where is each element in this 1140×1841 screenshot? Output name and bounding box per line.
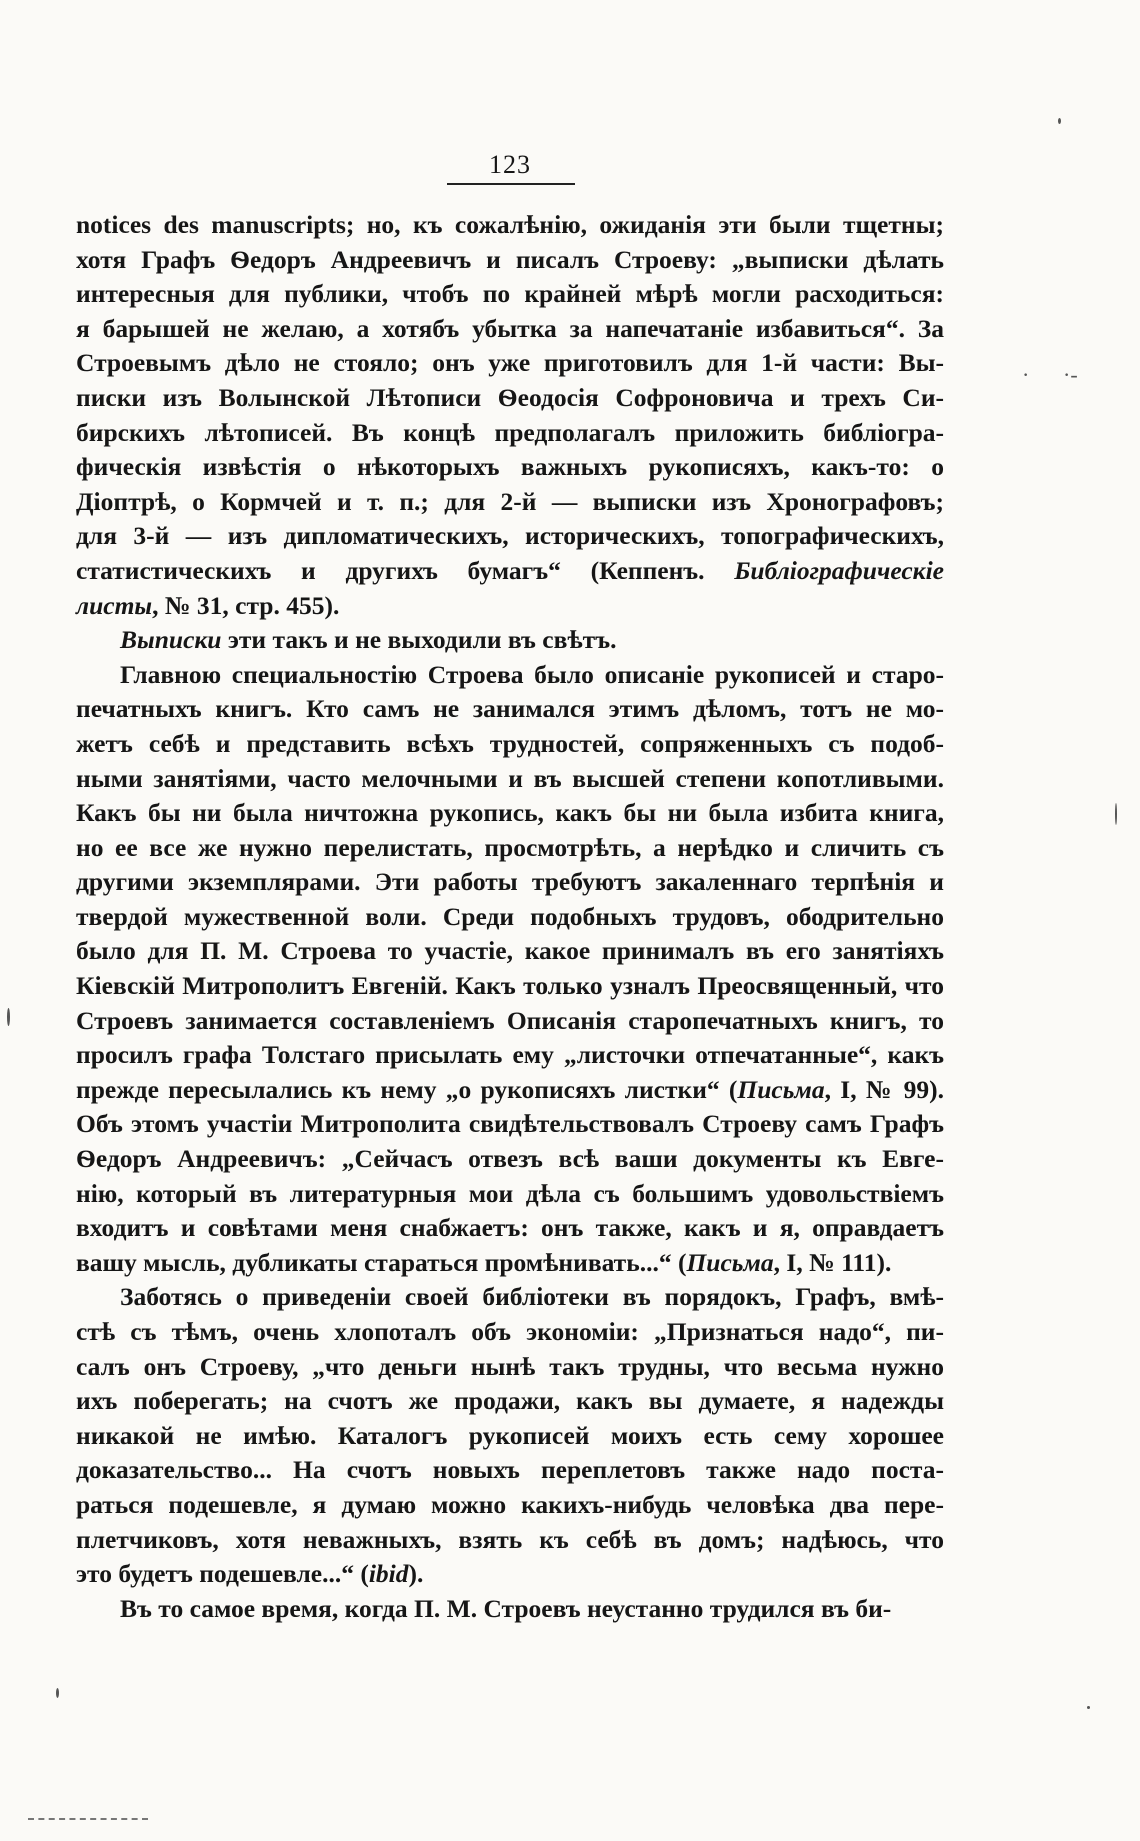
text-line	[76, 1350, 944, 1385]
text-segment: Діоптрѣ, о Кормчей и т. п.; для 2-й — выписки изъ Хронографовъ;	[76, 486, 944, 516]
text-segment: нію, который въ литературныя мои дѣла съ большимъ удовольствіемъ	[76, 1178, 944, 1208]
text-line	[76, 831, 944, 866]
text-line	[76, 1004, 944, 1039]
text-line	[76, 554, 944, 589]
text-segment: но ее все же нужно перелистать, просмотрѣть, а нерѣдко и сличить съ	[76, 832, 944, 862]
text-segment: Какъ бы ни была ничтожна рукопись, какъ бы ни была избита книга,	[76, 798, 944, 828]
text-segment: было для П. М. Строева то участіе, какое принималъ въ его занятіяхъ	[76, 936, 944, 966]
text-line	[76, 865, 944, 900]
text-segment: листы	[76, 590, 153, 620]
text-segment: notices des manuscripts; но, къ сожалѣнію, ожиданія эти были тщетны;	[76, 210, 944, 239]
text-line	[76, 1177, 944, 1212]
text-line	[76, 762, 944, 797]
text-segment: Кіевскій Митрополитъ Евгеній. Какъ только узналъ Преосвященный, что	[76, 971, 944, 1001]
text-segment: прежде пересылались къ нему „о рукописяхъ листки“ (	[76, 1074, 738, 1104]
text-segment: статистическихъ и другихъ бумагъ“ (Кеппенъ.	[76, 555, 735, 585]
text-segment: Въ то самое время, когда П. М. Строевъ неустанно трудился въ би-	[120, 1593, 892, 1623]
text-line	[76, 1453, 944, 1488]
scan-speck	[1058, 118, 1061, 124]
text-segment: Строевымъ дѣло не стояло; онъ уже приготовилъ для 1-й части: Вы-	[76, 348, 944, 378]
text-line	[76, 1419, 944, 1454]
text-segment: печатныхъ книгъ. Кто самъ не занимался этимъ дѣломъ, тотъ не мо-	[76, 694, 944, 724]
text-segment: Главною специальностію Строева было описаніе рукописей и старо-	[120, 659, 944, 689]
text-line	[76, 796, 944, 831]
text-line	[76, 1523, 944, 1558]
text-segment: Заботясь о приведеніи своей библіотеки въ порядокъ, Графъ, вмѣ-	[120, 1282, 944, 1312]
text-line	[76, 381, 944, 416]
text-segment: просилъ графа Толстаго присылать ему „листочки отпечатанные“, какъ	[76, 1040, 944, 1070]
text-line	[76, 1592, 944, 1627]
text-line	[76, 1107, 944, 1142]
text-line	[76, 485, 944, 520]
text-line	[76, 277, 944, 312]
text-line	[76, 519, 944, 554]
text-segment: для 3-й — изъ дипломатическихъ, историческихъ, топографическихъ,	[76, 521, 944, 551]
text-line	[76, 1246, 944, 1281]
text-segment: Библіографическіе	[734, 555, 944, 585]
text-line	[76, 1315, 944, 1350]
text-segment: ными занятіями, часто мелочными и въ высшей степени копотливыми.	[76, 763, 944, 793]
text-line	[76, 312, 944, 347]
text-segment: Объ этомъ участіи Митрополита свидѣтельствовалъ Строеву самъ Графъ	[76, 1109, 944, 1139]
text-segment: стѣ съ тѣмъ, очень хлопоталъ объ экономіи: „Признаться надо“, пи-	[76, 1317, 944, 1346]
text-segment: хотя Графъ Ѳедоръ Андреевичъ и писалъ Строеву: „выписки дѣлать	[76, 244, 944, 274]
text-line	[76, 1557, 944, 1592]
text-segment: Письма	[686, 1247, 774, 1277]
page-number: 123	[489, 150, 531, 179]
text-segment: раться подешевле, я думаю можно какихъ-нибудь человѣка два пере-	[76, 1489, 944, 1519]
text-line	[76, 1038, 944, 1073]
text-segment: жетъ себѣ и представить всѣхъ трудностей, сопряженныхъ съ подоб-	[76, 728, 944, 758]
scan-speck	[7, 1008, 10, 1026]
text-line	[76, 727, 944, 762]
text-segment: ихъ поберегать; на счотъ же продажи, какъ вы думаете, я надежды	[76, 1386, 944, 1416]
text-line	[76, 1142, 944, 1177]
text-line	[76, 208, 944, 243]
text-segment: доказательство... На счотъ новыхъ переплетовъ также надо поста-	[76, 1455, 944, 1485]
text-segment: другими экземплярами. Эти работы требуютъ закаленнаго терпѣнія и	[76, 867, 944, 897]
scan-edge-dash	[28, 1818, 148, 1820]
text-segment: твердой мужественной воли. Среди подобныхъ трудовъ, ободрительно	[76, 901, 944, 931]
text-segment: фическія извѣстія о нѣкоторыхъ важныхъ рукописяхъ, какъ-то: о	[76, 452, 944, 482]
text-line	[76, 450, 944, 485]
text-line	[76, 1488, 944, 1523]
text-segment: Строевъ занимается составленіемъ Описанія старопечатныхъ книгъ, то	[76, 1005, 944, 1035]
margin-dots: ·	[1022, 362, 1030, 387]
text-segment: Ѳедоръ Андреевичъ: „Сейчасъ отвезъ всѣ ваши документы къ Евге-	[76, 1144, 944, 1174]
text-line	[76, 900, 944, 935]
text-line	[76, 658, 944, 693]
text-segment: бирскихъ лѣтописей. Въ концѣ предполагалъ приложить библіогра-	[76, 417, 944, 447]
text-line	[76, 934, 944, 969]
text-segment: ibid	[368, 1559, 409, 1589]
scan-speck	[56, 1688, 59, 1698]
text-segment: я барышей не желаю, а хотябъ убытка за напечатаніе избавиться“. За	[76, 313, 944, 343]
margin-mark: ·-	[1063, 362, 1078, 387]
text-segment: ).	[408, 1559, 424, 1589]
text-segment: , I, № 111).	[773, 1247, 892, 1277]
text-line	[76, 1073, 944, 1108]
text-segment: входитъ и совѣтами меня снабжаетъ: онъ также, какъ и я, оправдаетъ	[76, 1213, 944, 1243]
text-segment: салъ онъ Строеву, „что деньги нынѣ такъ трудны, что весьма нужно	[76, 1351, 944, 1381]
text-segment: эти такъ и не выходили въ свѣтъ.	[221, 625, 617, 655]
text-segment: , № 31, стр. 455).	[152, 590, 340, 620]
text-line	[76, 243, 944, 278]
text-line	[76, 1384, 944, 1419]
text-segment: Выписки	[120, 625, 222, 655]
text-line	[76, 589, 944, 624]
text-segment: писки изъ Волынской Лѣтописи Ѳеодосія Софроновича и трехъ Си-	[76, 382, 944, 412]
text-line	[76, 416, 944, 451]
scan-speck	[1087, 1706, 1090, 1709]
text-segment: это будетъ подешевле...“ (	[76, 1559, 369, 1589]
text-line	[76, 1211, 944, 1246]
text-segment: интересныя для публики, чтобъ по крайней мѣрѣ могли расходиться:	[76, 279, 944, 309]
text-segment: вашу мысль, дубликаты стараться промѣнивать...“ (	[76, 1247, 687, 1277]
text-line	[76, 346, 944, 381]
text-segment: , I, № 99).	[824, 1074, 944, 1104]
text-line	[76, 969, 944, 1004]
text-line	[76, 1280, 944, 1315]
text-segment: никакой не имѣю. Каталогъ рукописей моихъ есть сему хорошее	[76, 1420, 944, 1450]
text-line	[76, 623, 944, 658]
text-segment: плетчиковъ, хотя неважныхъ, взять къ себѣ въ домъ; надѣюсь, что	[76, 1524, 944, 1554]
text-segment: Письма	[737, 1074, 825, 1104]
text-line	[76, 692, 944, 727]
page-number-rule	[447, 183, 575, 185]
body-text	[76, 208, 944, 1626]
scan-speck	[1115, 803, 1117, 825]
